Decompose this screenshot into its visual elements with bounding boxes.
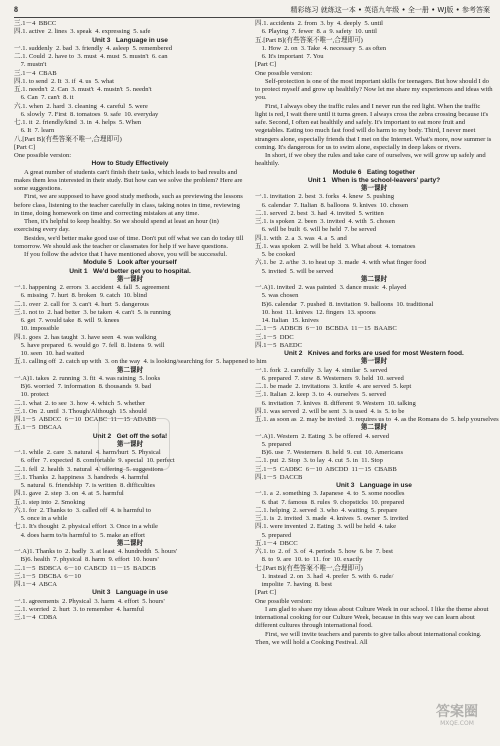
page-number: 8 — [14, 5, 18, 14]
answer-line: 三.1. not to 2. had better 3. be taken 4. can't 5. is running — [14, 308, 171, 316]
answer-line: One possible version: — [255, 597, 313, 605]
answer-line: 6. calendar 7. Italian 8. balloons 9. knives 10. chosen — [255, 201, 409, 209]
answer-line: [Part C] — [255, 61, 277, 69]
answer-line: 5. have prepared 6. would go 7. fell 8. listens 9. will — [14, 341, 165, 349]
answer-line: 三.1－5 CADBC 6－10 ABCDD 11－15 CBABB — [255, 465, 397, 473]
answer-line: 6. get 7. would take 8. will 9. knees — [14, 317, 120, 324]
answer-line: 6. missing 7. hurt 8. broken 9. catch 10. blind — [14, 292, 147, 300]
answer-line: B)6. use 7. Westerners 8. held 9. cut 10. Americans — [255, 449, 404, 456]
answer-line: 五.1. needn't 2. Can 3. must't 4. mustn't 5. needn't — [14, 86, 152, 93]
answer-line: 四.1. goes 2. has taught 3. have seen 4. was walking — [14, 333, 157, 341]
answer-line: impolite 7. having 8. best — [255, 581, 332, 588]
answer-line: 五.[Part B](有些答案不唯一,合理即可) — [255, 36, 363, 44]
page-header — [14, 3, 490, 18]
right-column — [255, 20, 499, 647]
answer-line: 二.1. what 2. to see 3. how 4. which 5. whether — [14, 399, 146, 407]
answer-line: 14. Italian 15. knives — [255, 317, 319, 324]
answer-line: 四.1－5 ABDCC 6－10 DCABC 11－15 ADABB — [14, 416, 157, 423]
paragraph: First, we are supposed to have good study methods, such as previewing the lessons before class, listening to the teacher carefully in class, taking notes in time, reviewing in time, doing homework on time and correcting mistakes at any time. — [14, 193, 245, 217]
section-heading: 第二课时 — [116, 366, 144, 374]
answer-line: 10. impossible — [14, 325, 60, 333]
answer-line: 五.1. was spoken 2. will be held 3. What about 4. tomatoes — [255, 242, 416, 250]
answer-line: 6. offer 7. expected 8. comfortable 9. special 10. perfect — [14, 457, 175, 465]
answer-line: 四.1. with 2. a 3. was 4. a 5. and — [255, 234, 347, 242]
answer-line: 三.1－4 CDBA — [14, 614, 58, 621]
answer-line: 二.1. Could 2. have to 3. must 4. must 5. mustn't 6. can — [14, 53, 168, 60]
answer-line: 6. will be built 6. will be held 7. be served — [255, 226, 377, 234]
answer-line: 6. It's important 7. You — [255, 53, 324, 60]
section-heading: Unit 2 Knives and forks are used for most Western food. — [284, 350, 464, 357]
section-heading: Module 6 Eating together — [332, 168, 416, 176]
section-heading: 第二课时 — [360, 424, 388, 432]
answer-line: 六.1. be 2. a/the 3. to heat up 3. made 4. with what finger food — [255, 259, 427, 267]
section-heading: Unit 1 When is the school-leavers' party? — [307, 176, 441, 184]
left-column — [14, 20, 267, 622]
answer-line: 1. instead 2. on 3. had 4. prefer 5. with 6. rude/ — [255, 572, 394, 580]
answer-line: 二.1. put 2. Stop 3. to lay 4. cut 5. in 11. Stop — [255, 457, 383, 465]
answer-line: 5. natural 6. friendship 7. is written 8. difficulties — [14, 482, 156, 489]
answer-line: 四.1. accidents 2. from 3. by 4. deeply 5. until — [255, 20, 384, 27]
paragraph: A great number of students can't finish their tasks, which leads to bad results and makes them less interested in their study. But how can we solve the problem? Here are some suggestions. — [14, 168, 245, 192]
answer-line: 7. mustn't — [14, 61, 47, 69]
answer-line: 三.1. is 2. invited 3. made 4. knives 5. owner 5. invited — [255, 515, 409, 522]
answer-line: 一.A)1. invited 2. was painted 3. dance music 4. played — [255, 284, 407, 291]
answer-line: 四.1. to send 2. It 3. if 4. us 5. what — [14, 77, 114, 85]
answer-line: 5. prepared — [255, 440, 292, 448]
answer-line: 4. does harm to/is harmful to 5. make an effort — [14, 531, 145, 539]
answer-line: 八.[Part B](有些答案不唯一,合理即可) — [14, 135, 122, 143]
paragraph: Then, it's helpful to keep healthy. So we should spend at least an hour (in) exercising every day. — [14, 218, 221, 234]
answer-line: 四.1－4 ABCA — [14, 581, 58, 588]
answer-line: 二.1. helping 2. served 3. who 4. waiting 5. prepare — [255, 506, 398, 514]
answer-line: 三.1－4 CBAB — [14, 69, 57, 77]
answer-line: 6. It 7. learn — [14, 127, 55, 135]
answer-line: 5. was chosen — [255, 292, 299, 300]
answer-line: 四.1. was served 2. will be sent 3. is used 4. is 5. to be — [255, 407, 405, 415]
faint-stamp — [98, 418, 170, 470]
answer-line: 三.1. is spoken 2. been 3. invited 4. with 5. chosen — [255, 218, 395, 225]
answer-line: 二.1. served 2. best 3. had 4. invited 5. written — [255, 209, 384, 217]
answer-line: [Part C] — [255, 589, 277, 597]
watermark-logo — [422, 704, 492, 740]
answer-line: [Part C] — [14, 143, 36, 151]
answer-line: 一.1. while 2. care 3. natural 4. harm/hurt 5. Physical — [14, 449, 161, 456]
paragraph: First, I always obey the traffic rules and I never run the red light. When the traffic light is red, I wait there until it turns green. I always cross the zebra crossing because it's safe. Second, I often eat healthily and safely. It's important to eat more fruit and vegetables. Eating too much fast food will do harm to my body. Third, I never meet strangers alone, especially friends that I met on the Internet. What's more, now summer is coming. It's dangerous for us to swim alone, especially in deep lakes or rivers. — [255, 102, 494, 151]
section-heading: 第一课时 — [360, 185, 388, 192]
answer-line: 8. to 9. are 10. to 11. for 10. exactly — [255, 556, 363, 564]
answer-line: 二.1. worried 2. hurt 3. to remember 4. harmful — [14, 605, 145, 613]
answer-line: 五.1. as soon as 2. may be invited 3. requires us to 4. as the Romans do 5. help yourselves — [255, 416, 499, 423]
section-heading: Module 5 Look after yourself — [83, 259, 177, 267]
answer-line: One possible version: — [255, 69, 313, 77]
answer-line: 六.1. to 2. of 3. of 4. periods 5. how 6. be 7. best — [255, 548, 393, 555]
paragraph: If you follow the advice that I have mentioned above, you will be successful. — [24, 251, 228, 258]
section-heading: 第一课时 — [116, 275, 144, 283]
answer-line: 五.1－5 DBCAA — [14, 424, 62, 432]
answer-line: 二.1－5 ADBCB 6－10 BCBDA 11－15 BAABC — [255, 325, 397, 333]
section-heading: Unit 3 Language in use — [336, 482, 412, 489]
answer-line: 四.1－5 DACCB — [255, 473, 303, 481]
answer-line: 5. be cooked — [255, 251, 296, 258]
answer-line: 一.1. suddenly 2. bad 3. friendly 4. asleep 5. remembered — [14, 44, 173, 52]
section-heading: 第二课时 — [360, 275, 388, 283]
answer-line: 10. protect — [14, 391, 49, 399]
section-heading: Unit 2 Get off the sofa! — [92, 432, 168, 440]
answer-line: 六.1. when 2. hard 3. cleaning 4. careful 5. were — [14, 102, 148, 110]
answer-line: 七.1. It's thought 2. physical effort 3. Once in a while — [14, 523, 158, 531]
section-heading: Unit 3 Language in use — [92, 36, 168, 44]
answer-line: 一.1. fork 2. carefully 3. lay 4. similar 5. served — [255, 366, 388, 374]
answer-line: 二.1. fell 2. health 3. natural 4. offering 5. suggestions — [14, 465, 164, 473]
answer-line: 6. prepared 7. stew 8. Westerners 9. held 10. served — [255, 374, 404, 382]
paragraph: In short, if we obey the rules and take care of ourselves, we will grow up safely and healthily. — [255, 152, 488, 168]
answer-line: 5. once in a while — [14, 515, 68, 522]
answer-line: 三.1. On 2. until 3. Though/Although 15. should — [14, 407, 147, 415]
answer-line: 四.1. were invented 2. Eating 3. will be held 4. take — [255, 523, 396, 531]
watermark-text: 答案圈 — [436, 704, 478, 720]
answer-line: 6. invitation 7. knives 8. different 9. Western 10. talking — [255, 399, 416, 407]
answer-line: 七.1. it 2. friendly/kind 3. in 4. helps 5. When — [14, 119, 142, 126]
answer-line: 6. Can 7. can't 8. it — [14, 94, 74, 102]
answer-line: 5. prepared — [255, 531, 292, 539]
answer-line: 1. How 2. on 3. Take 4. necessary 5. as often — [255, 44, 387, 52]
paragraph: Besides, we'd better make good use of time. Don't put off what we can do today till tomorrow. We should ask the teacher or classmates for help if we have questions. — [14, 234, 246, 250]
answer-line: 一.1. agreements 2. Physical 3. harm 4. effort 5. hours' — [14, 597, 165, 605]
answer-line: 三.1－5 DBCBA 6－10 — [14, 572, 81, 580]
section-heading: How to Study Effectively — [91, 160, 169, 168]
paragraph: First, we will invite teachers and parents to give talks about international cooking. Then, we will hold a Cooking Festival. All — [255, 630, 483, 646]
answer-line: 四.1. active 2. lines 3. speak 4. expressing 5. safe — [14, 28, 151, 36]
paragraph: I am glad to share my ideas about Culture Week in our school. I like the theme about international cooking for our Culture Week, because in this way we can learn about different cultures through international food. — [255, 605, 491, 630]
answer-line: 一.1. happening 2. errors 3. accident 4. fall 5. agreement — [14, 284, 170, 291]
section-heading: 第一课时 — [116, 440, 144, 448]
section-heading: 第一课时 — [360, 358, 388, 366]
answer-line: 七.[Part B](有些答案不唯一,合理即可) — [255, 564, 363, 572]
answer-line: 五.1－4 DBCC — [255, 539, 298, 547]
answer-line: 10. host 11. knives 12. fingers 13. spoons — [255, 308, 376, 316]
answer-line: 四.1－5 BAEDC — [255, 341, 303, 349]
running-head: 精彩练习 就练这一本 • 英语九年级 • 全一册 • WJ版 • 参考答案 — [290, 6, 490, 14]
answer-line: 一.1. a 2. something 3. Japanese 4. to 5. some noodles — [255, 490, 405, 498]
answer-line: One possible version: — [14, 152, 72, 159]
answer-line: 二.1－5 BDBCA 6－10 CABCD 11－15 BADCB — [14, 564, 156, 572]
watermark-url: MXQE.COM — [440, 720, 474, 727]
answer-line: B)6. calendar 7. pushed 8. invitation 9. balloons 10. traditional — [255, 300, 434, 308]
section-heading: Unit 3 Language in use — [92, 589, 168, 597]
answer-line: 四.1. gave 2. step 3. on 4. at 5. harmful — [14, 490, 124, 498]
paragraph: Self-protection is one of the most important skills for teenagers. But how should I do to protect myself and grow up healthily? Now let me share my experiences and ideas with you. — [255, 77, 495, 102]
answer-line: 一.A)1. takes 2. running 3. fit 4. was raining 5. looks — [14, 374, 161, 382]
answer-line: 5. invited 5. will be served — [255, 267, 334, 275]
answer-line: 二.1. over 2. call for 3. can't 4. hurt 5. dangerous — [14, 300, 149, 308]
answer-line: 一.1. invitation 2. best 3. forks 4. knew 5. pushing — [255, 193, 395, 201]
answer-line: B)6. health 7. physical 8. harm 9. effort 10. hours' — [14, 556, 159, 564]
answer-line: 六.1. for 2. Thanks to 3. called off 4. is harmful to — [14, 506, 151, 514]
answer-line: 一.A)1. Western 2. Eating 3. be offered 4. served — [255, 432, 389, 440]
answer-line: 10. seen 10. had waited — [14, 350, 85, 357]
answer-line: 三.1. Thanks 2. happiness 3. handreds 4. harmful — [14, 473, 149, 481]
section-heading: Unit 1 We'd better get you to hospital. — [69, 267, 191, 275]
answer-line: 6. Playing 7. fewer 8. a 9. safety 10. until — [255, 28, 377, 36]
answer-line: 二.1. be made 2. invitations 3. knife 4. are served 5. kept — [255, 383, 412, 390]
answer-line: 三.1－4 BBCC — [14, 20, 57, 27]
answer-line: 五.1. step into 2. Smoking — [14, 498, 86, 506]
answer-line: 三.1. Italian 2. keep 3. to 4. ourselves 5. served — [255, 391, 386, 399]
answer-line: 三.1－5 DDC — [255, 333, 294, 341]
answer-line: 6. that 7. famous 8. rules 9. chopsticks 10. prepared — [255, 498, 405, 506]
answer-line: 一.A)1. Thanks to 2. badly 3. at least 4. hundredth 5. hours' — [14, 548, 178, 555]
answer-line: 6. slowly 7. First 8. tomatoes 9. safe 10. everyday — [14, 110, 159, 118]
section-heading: 第二课时 — [116, 539, 144, 547]
answer-line: 五.1. calling off 2. catch up with 3. on the way 4. is looking/searching for 5. happened to him — [14, 358, 267, 366]
answer-line: B)6. worried 7. information 8. thousands 9. bad — [14, 383, 151, 390]
